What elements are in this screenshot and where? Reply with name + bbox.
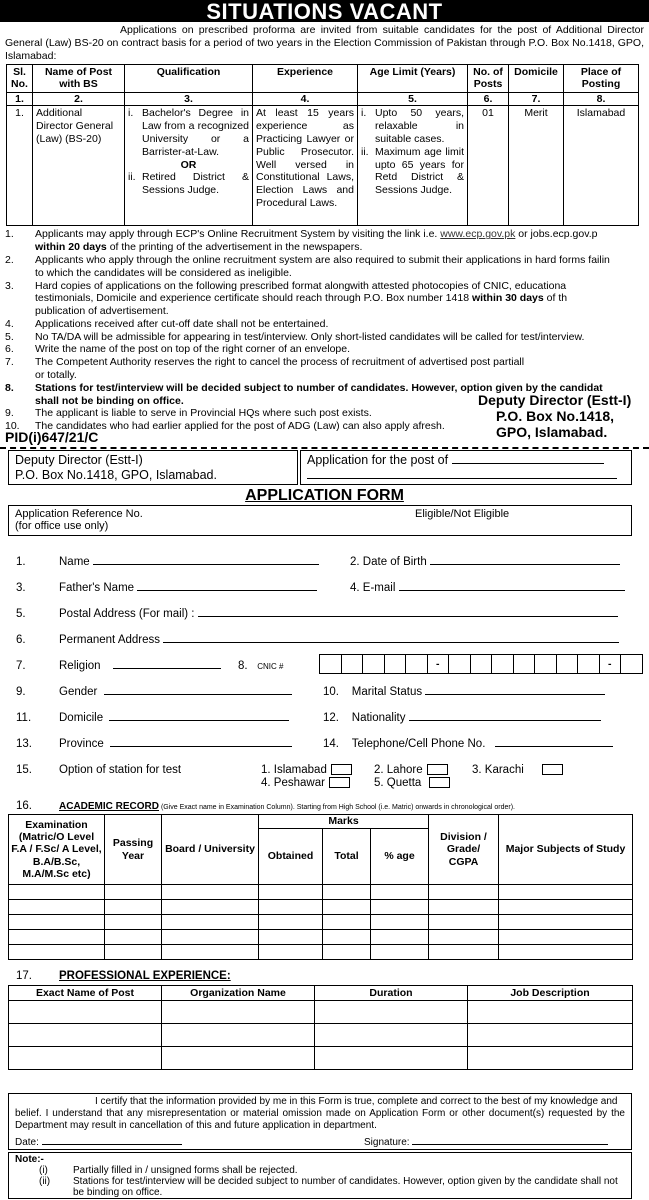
header-cell: Exact Name of Post [9,986,162,1001]
list-item [5,241,649,254]
station-checkbox[interactable] [542,764,563,775]
post-table-header [7,65,639,92]
form-row [16,711,104,725]
reference-note: (for office use only) [15,520,109,532]
address-box [8,450,298,485]
list-item [5,356,649,369]
header-cell: Examination (Matric/O Level F.A / F.Sc/ A Level, B.A/B.Sc, M.A/M.Sc etc) [9,815,105,885]
list-item [5,228,649,241]
cnic-dash: - [599,654,622,674]
header-cell: % age [371,829,429,885]
note-title: Note:- [15,1154,44,1165]
column-number: 7. [509,92,564,106]
note-text: shall not be binding on office. [35,394,184,407]
note-text: The candidates who had earlier applied for the post of ADG (Law) can also apply afresh. [35,420,445,433]
station-label: 4. Peshawar [261,777,325,789]
station-option-karachi[interactable] [472,763,563,777]
cnic-label: CNIC # [257,662,284,671]
note-number: 7. [5,356,14,369]
note-number: 10. [5,420,20,433]
permanent-address-field[interactable] [163,633,619,643]
list-marker: ii. [361,145,369,158]
header-cell: Obtained [259,829,323,885]
column-number: 8. [564,92,639,106]
posts-cell: 01 [468,106,509,226]
email-field[interactable] [399,581,625,591]
header-cell: Marks [259,815,429,829]
form-row [16,659,101,673]
header-cell: Place of Posting [564,65,639,92]
name-field[interactable] [93,555,319,565]
table-row[interactable] [9,900,633,915]
field-number: 7. [16,660,26,672]
cnic-digit-box[interactable] [362,654,385,674]
note-text: within 30 days [471,292,544,305]
signature-field[interactable] [412,1135,608,1145]
field-number: 15. [16,764,32,776]
cnic-digit-box[interactable] [341,654,364,674]
header-cell: Passing Year [105,815,162,885]
list-item [15,1176,625,1198]
field-number: 5. [16,608,26,620]
post-applied-field[interactable] [452,454,604,464]
note-text: or jobs.ecp.gov.p [515,228,598,241]
father-name-label: Father's Name [59,582,135,594]
cnic-boxes[interactable] [320,654,643,674]
station-label: 5. Quetta [374,777,422,789]
note-number: 3. [5,279,14,292]
list-item [5,343,649,356]
table-row[interactable] [9,915,633,930]
certification-box [8,1093,632,1150]
field-number: 17. [16,970,32,982]
table-row [7,106,639,226]
marital-status-label: Marital Status [351,686,423,698]
ecp-link[interactable]: www.ecp.gov.pk [440,228,516,241]
table-row[interactable] [9,1001,633,1024]
station-checkbox[interactable] [329,777,350,788]
cnic-digit-box[interactable] [405,654,428,674]
phone-field[interactable] [495,737,613,747]
station-option-lahore[interactable] [374,763,448,777]
station-option-islamabad[interactable] [261,763,352,777]
header-cell: Total [323,829,371,885]
station-label: 1. Islamabad [261,764,327,776]
note-number: 9. [5,407,14,420]
eligibility-label: Eligible/Not Eligible [415,508,510,520]
age-text: Upto 50 years, relaxable in suitable cases. [375,107,464,145]
experience-table [8,985,633,1070]
table-row[interactable] [9,1024,633,1047]
field-number: 8. [238,660,248,672]
list-item [5,267,649,280]
header-cell: Name of Post with BS [33,65,125,92]
email-label: E-mail [362,582,396,594]
cnic-digit-box[interactable] [556,654,579,674]
note-number: 8. [5,381,14,394]
banner-title: SITUATIONS VACANT [0,0,649,22]
note-text: to which the candidates will be considered as ineligible. [35,266,292,279]
list-marker: i. [361,107,367,120]
form-row [238,659,283,673]
province-label: Province [59,738,104,750]
note-text: Write the name of the post on top of the right corner of an envelope. [35,343,350,356]
header-cell: Job Description [468,986,633,1001]
permanent-address-label: Permanent Address [59,634,161,646]
header-cell: Experience [253,65,358,92]
note-text: Hard copies of applications on the following prescribed format alongwith attested photocopies of CNIC, educationa [35,279,567,292]
cnic-digit-box[interactable] [620,654,643,674]
post-applied-label: Application for the post of [307,453,449,467]
note-text: within 20 days [35,241,107,254]
header-cell: Qualification [125,65,253,92]
list-item [15,1165,625,1176]
list-item [5,254,649,267]
form-row [16,581,135,595]
header-cell: Age Limit (Years) [358,65,468,92]
field-number: 12. [323,712,339,724]
station-checkbox[interactable] [427,764,448,775]
qualification-cell [125,106,253,226]
religion-label: Religion [59,660,101,672]
address-line: P.O. Box No.1418, GPO, Islamabad. [15,468,217,482]
note-text: publication of advertisement. [35,305,169,318]
form-row [323,737,613,751]
note-number: 2. [5,253,14,266]
form-row [16,763,182,777]
address-line: Deputy Director (Estt-I) [15,453,143,467]
station-option-label: Option of station for test [59,764,182,776]
post-applied-box [300,450,632,485]
note-text: Stations for test/interview will be decided subject to number of candidates. However, option given by the candidat [35,381,603,394]
station-label: 3. Karachi [472,764,524,776]
academic-note: (Give Exact name in Examination Column). Starting from High School (i.e. Matric) onwards in chronological order). [159,804,515,811]
reference-box [8,505,632,536]
religion-field[interactable] [113,659,221,669]
place-cell: Islamabad [564,106,639,226]
sl-cell: 1. [7,106,33,226]
note-text: Applicants who apply through the online recruitment system are also required to submit their applications in hard forms failin [35,253,610,266]
table-row[interactable] [9,945,633,960]
list-item [5,318,649,331]
table-row[interactable] [9,885,633,900]
note-text: of th [543,292,568,305]
signature-line: Deputy Director (Estt-I) [478,392,632,408]
note-text: No TA/DA will be admissible for appearing in test/interview. Only short-listed candidates will be called for test/interview. [35,330,585,343]
marital-status-field[interactable] [425,685,605,695]
form-row [16,685,98,699]
experience-heading [16,969,231,983]
postal-address-field[interactable] [198,607,618,617]
post-name-cell: Additional Director General (Law) (BS-20) [33,106,125,226]
note-text: Partially filled in / unsigned forms shall be rejected. [73,1165,298,1176]
list-item [5,369,649,382]
note-text: The applicant is liable to serve in Provincial HQs where such post exists. [35,407,372,420]
form-note-box [8,1152,632,1199]
cnic-digit-box[interactable] [534,654,557,674]
field-number: 6. [16,634,26,646]
list-item [5,280,649,293]
column-number: 5. [358,92,468,106]
cnic-digit-box[interactable] [448,654,471,674]
field-number: 10. [323,686,339,698]
note-text: testimonials, Domicile and experience certificate should reach through P.O. Box number 1418 [35,292,472,305]
note-text: of the printing of the advertisement in the newspapers. [106,241,363,254]
province-field[interactable] [110,737,292,747]
field-number: 4. [350,582,360,594]
signature-label: Signature: [364,1137,410,1148]
form-row [350,581,625,595]
table-row[interactable] [9,1047,633,1070]
cnic-digit-box[interactable] [513,654,536,674]
cnic-digit-box[interactable] [491,654,514,674]
cnic-dash: - [427,654,450,674]
column-number: 4. [253,92,358,106]
field-number: 11. [16,712,32,724]
reference-label: Application Reference No. [15,508,143,520]
list-marker: ii. [128,171,136,184]
dob-label: Date of Birth [362,556,427,568]
header-cell: Division / Grade/ CGPA [429,815,499,885]
note-number: 1. [5,228,14,241]
nationality-field[interactable] [409,711,601,721]
station-option-quetta[interactable] [374,776,450,790]
header-cell: Board / University [162,815,259,885]
list-item [5,331,649,344]
note-text: Stations for test/interview will be decided subject to number of candidates. However, option given by the candidate shall not be binding on office. [73,1176,618,1198]
note-number: (ii) [39,1176,51,1187]
age-text: Maximum age limit upto 65 years for Retd District & Sessions Judge. [375,145,464,197]
header-cell: Major Subjects of Study [499,815,633,885]
note-text: Applications received after cut-off date shall not be entertained. [35,317,329,330]
dob-field[interactable] [430,555,620,565]
header-cell: Organization Name [162,986,315,1001]
phone-label: Telephone/Cell Phone No. [351,738,486,750]
header-cell: Duration [315,986,468,1001]
column-number: 1. [7,92,33,106]
form-row [16,737,104,751]
note-number: 5. [5,330,14,343]
note-number: (i) [39,1165,48,1176]
form-row [16,607,195,621]
nationality-label: Nationality [351,712,406,724]
field-number: 16. [16,800,32,812]
pid-number: PID(i)647/21/C [5,429,99,445]
signature-block [478,392,631,440]
field-number: 3. [16,582,26,594]
experience-title: PROFESSIONAL EXPERIENCE: [59,970,231,982]
field-number: 1. [16,556,26,568]
academic-title: ACADEMIC RECORD [59,801,159,812]
cnic-digit-box[interactable] [384,654,407,674]
intro-text: Applications on prescribed proforma are invited from suitable candidates for the post of Additional Director General (Law) BS-20 on contract basis for a period of two years in the Election Commission of Pakistan through P.O. Box No.1418, GPO, Islamabad: [5,24,644,62]
field-number: 2. [350,556,360,568]
gender-label: Gender [59,686,98,698]
post-table-numbers [7,92,639,106]
date-label: Date: [15,1137,39,1148]
form-row [350,555,620,569]
academic-heading [16,799,515,813]
signature-line: GPO, Islamabad. [496,424,608,440]
cut-line [0,447,649,449]
gender-field[interactable] [104,685,292,695]
station-label: 2. Lahore [374,764,423,776]
date-field[interactable] [42,1135,182,1145]
field-number: 9. [16,686,26,698]
form-row [16,633,161,647]
academic-table [8,814,633,960]
note-number: 6. [5,343,14,356]
column-number: 3. [125,92,253,106]
cnic-digit-box[interactable] [470,654,493,674]
form-row [323,685,605,699]
post-table [6,64,639,226]
field-number: 13. [16,738,32,750]
domicile-field[interactable] [109,711,289,721]
qualification-text: Retired District & Sessions Judge. [142,171,249,197]
signature-line: P.O. Box No.1418, [496,408,615,424]
certification-text: I certify that the information provided by me in this Form is true, complete and correct to the best of my knowledge and [95,1096,618,1107]
note-number: 4. [5,317,14,330]
field-number: 14. [323,738,339,750]
station-checkbox[interactable] [331,764,352,775]
postal-address-label: Postal Address (For mail) : [59,608,195,620]
header-cell: Sl. No. [7,65,33,92]
list-item [5,292,649,305]
list-marker: i. [128,107,134,120]
column-number: 6. [468,92,509,106]
age-limit-cell [358,106,468,226]
header-cell: Domicile [509,65,564,92]
experience-cell: At least 15 years experience as Practicing Lawyer or Public Prosecutor. Well versed in Constitutional Laws, Election Laws and Procedural Laws. [253,106,358,226]
table-row[interactable] [9,930,633,945]
station-checkbox[interactable] [429,777,450,788]
column-number: 2. [33,92,125,106]
father-name-field[interactable] [137,581,317,591]
domicile-label: Domicile [59,712,104,724]
or-label: OR [180,158,197,171]
note-text: The Competent Authority reserves the right to cancel the process of recruitment of advertised post partiall [35,356,525,369]
qualification-text: Bachelor's Degree in Law from a recognized University or a Barrister-at-Law. [142,107,249,158]
domicile-cell: Merit [509,106,564,226]
cnic-digit-box[interactable] [319,654,342,674]
station-option-peshawar[interactable] [261,776,350,790]
intro-paragraph [0,22,649,62]
form-row [323,711,601,725]
form-title: APPLICATION FORM [245,487,404,504]
form-row [16,555,90,569]
list-item [5,305,649,318]
certification-text: belief. I understand that any misrepresentation or material omission made on Application Form or other document(s) requested by the Department may result in cancellation of this and future application in department. [15,1108,625,1131]
name-label: Name [59,556,90,568]
note-text: Applicants may apply through ECP's Online Recruitment System by visiting the link i.e. [35,228,441,241]
note-text: or totally. [35,369,77,382]
cnic-digit-box[interactable] [577,654,600,674]
header-cell: No. of Posts [468,65,509,92]
post-applied-field-2[interactable] [307,469,617,479]
